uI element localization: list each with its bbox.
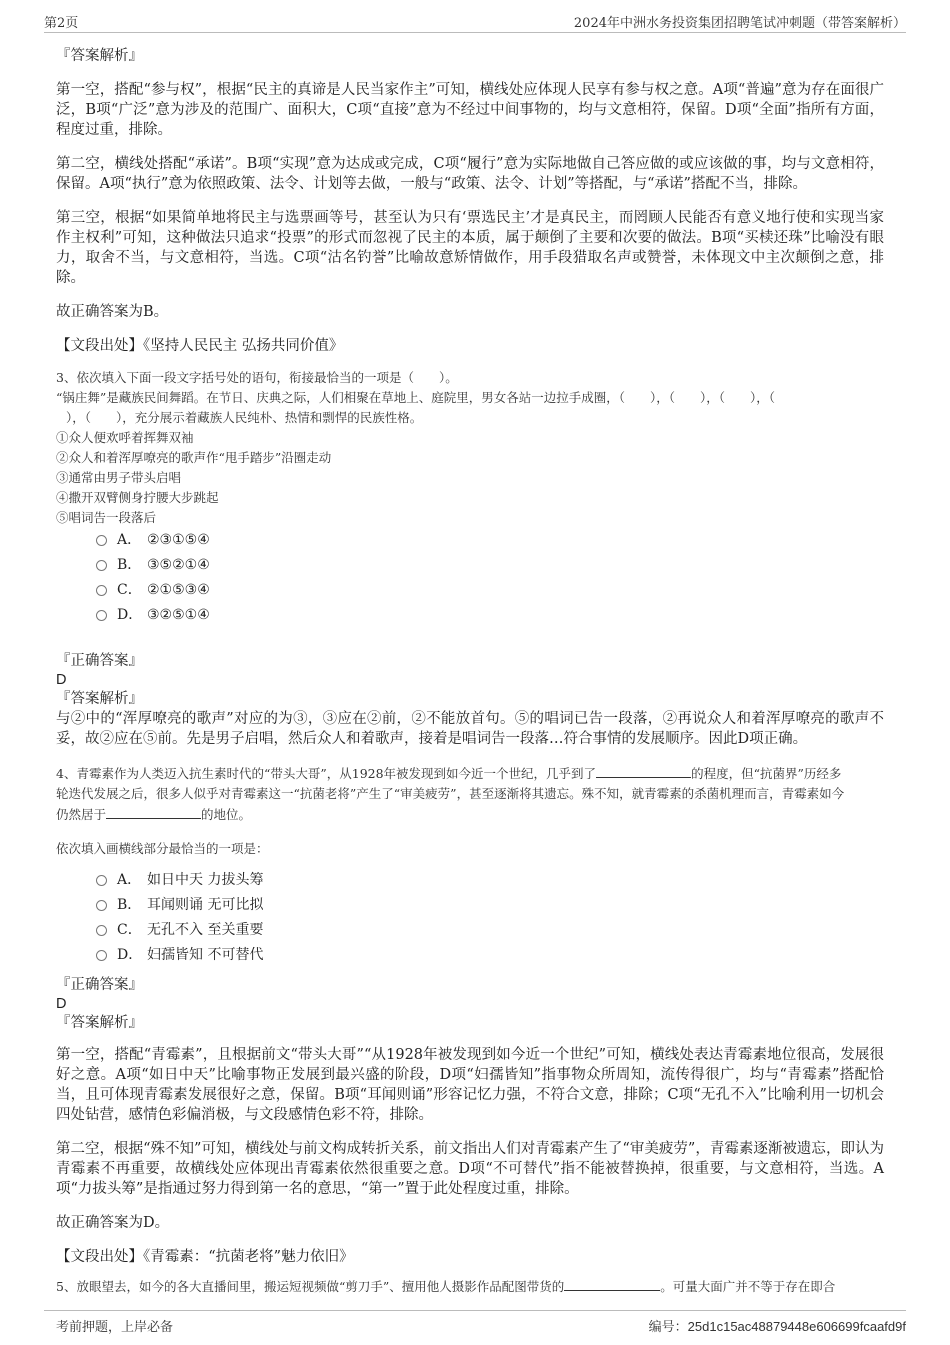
question-4 xyxy=(56,763,890,859)
document-code: 编号：25d1c15ac48879448e606699fcaafd9f xyxy=(648,1319,906,1335)
question-item: ③通常由男子带头启唱 xyxy=(56,470,182,485)
option-d[interactable]: D． 妇孺皆知 不可替代 xyxy=(96,943,263,968)
question-stem: 仍然居于 的地位。 xyxy=(56,804,890,825)
answer-conclusion: 故正确答案为B。 xyxy=(56,304,169,320)
correct-answer-label: 『正确答案』 xyxy=(56,977,143,993)
radio-icon[interactable] xyxy=(96,560,107,571)
analysis-paragraph: 第三空，根据“如果简单地将民主与选票画等号，甚至认为只有‘票选民主’才是真民主，而罔顾人民能否有意义地行使和实现当家作主权利”可知，这种做法只追求“投票”的形式而忽视了民主的本质，属于颠倒了主要和次要的做法。B项“买椟还珠”比喻没有眼力，取舍不当，与文意相符，当选。C项“沽名钓誉”比喻故意矫情做作，用手段猎取名声或赞誉，未体现文中主次颠倒之意，排除。 xyxy=(56,210,884,286)
page-footer xyxy=(44,1310,906,1333)
radio-icon[interactable] xyxy=(96,900,107,911)
blank-line xyxy=(564,1276,660,1291)
radio-icon[interactable] xyxy=(96,585,107,596)
blank-line xyxy=(596,763,691,778)
option-c[interactable]: C． 无孔不入 至关重要 xyxy=(96,918,263,943)
answer-conclusion: 故正确答案为D。 xyxy=(56,1215,170,1231)
question-passage: ），（ ），充分展示着藏族人民纯朴、热情和剽悍的民族性格。 xyxy=(66,410,423,425)
analysis-paragraph: 第一空，搭配“参与权”，根据“民主的真谛是人民当家作主”可知，横线处应体现人民享有参与权之意。A项“普遍”意为存在面很广泛，B项“广泛”意为涉及的范围广、面积大，C项“直接”意为不经过中间事物的，均与文意相符，保留。D项“全面”指所有方面，程度过重，排除。 xyxy=(56,82,884,138)
question-3 xyxy=(56,368,890,528)
correct-answer: D xyxy=(56,672,67,688)
radio-icon[interactable] xyxy=(96,950,107,961)
analysis-paragraph: 第二空，横线处搭配“承诺”。B项“实现”意为达成或完成，C项“履行”意为实际地做自己答应做的或应该做的事，均与文意相符，保留。A项“执行”意为依照政策、法令、计划等去做，一般与“政策、法令、计划”等搭配，与“承诺”搭配不当，排除。 xyxy=(56,156,884,192)
question-prompt: 依次填入画横线部分最恰当的一项是： xyxy=(56,841,269,856)
analysis-label: 『答案解析』 xyxy=(56,691,143,707)
radio-icon[interactable] xyxy=(96,875,107,886)
question-stem: 5、放眼望去，如今的各大直播间里，搬运短视频做“剪刀手”、擅用他人摄影作品配图带货的 。可量大面广并不等于存在即合 xyxy=(56,1276,890,1297)
source-citation: 【文段出处】《坚持人民民主 弘扬共同价值》 xyxy=(56,338,344,354)
radio-icon[interactable] xyxy=(96,610,107,621)
question-item: ②众人和着浑厚嘹亮的歌声作“甩手踏步”沿圈走动 xyxy=(56,450,332,465)
question-item: ①众人便欢呼着挥舞双袖 xyxy=(56,430,194,445)
correct-answer: D xyxy=(56,996,67,1012)
footer-note: 考前押题，上岸必备 xyxy=(56,1320,174,1335)
radio-icon[interactable] xyxy=(96,535,107,546)
option-c[interactable]: C． ②①⑤③④ xyxy=(96,578,210,603)
question-stem: 3、依次填入下面一段文字括号处的语句，衔接最恰当的一项是（ ）。 xyxy=(56,370,458,385)
question-item: ⑤唱词告一段落后 xyxy=(56,510,157,525)
blank-line xyxy=(106,804,201,819)
option-a[interactable]: A． 如日中天 力拔头筹 xyxy=(96,868,263,893)
analysis-paragraph: 第二空，根据“殊不知”可知，横线处与前文构成转折关系，前文指出人们对青霉素产生了“审美疲劳”，青霉素逐渐被遗忘，即认为青霉素不再重要，故横线处应体现出青霉素依然很重要之意。D项“不可替代”指不能被替换掉，很重要，与文意相符，当选。A项“力拔头筹”是指通过努力得到第一名的意思，“第一”置于此处程度过重，排除。 xyxy=(56,1141,884,1197)
analysis-paragraph: 与②中的“浑厚嘹亮的歌声”对应的为③，③应在②前，②不能放首句。⑤的唱词已告一段落，②再说众人和着浑厚嘹亮的歌声不妥，故②应在⑤前。先是男子启唱，然后众人和着歌声，接着是唱词告一段落…符合事情的发展顺序。因此D项正确。 xyxy=(56,711,884,747)
page-number: 第2页 xyxy=(44,16,79,31)
document-title: 2024年中洲水务投资集团招聘笔试冲刺题（带答案解析） xyxy=(573,16,906,31)
question-stem: 轮迭代发展之后，很多人似乎对青霉素这一“抗菌老将”产生了“审美疲劳”，甚至逐渐将其遗忘。殊不知，就青霉素的杀菌机理而言，青霉素如今 xyxy=(56,786,845,801)
analysis-paragraph: 第一空，搭配“青霉素”，且根据前文“带头大哥”“从1928年被发现到如今近一个世纪”可知，横线处表达青霉素地位很高，发展很好之意。A项“如日中天”比喻事物正发展到最兴盛的阶段，D项“妇孺皆知”指事物众所周知，流传得很广，均与“青霉素”搭配恰当，且可体现青霉素发展很好之意，保留。B项“耳闻则诵”形容记忆力强，不符合文意，排除；C项“无孔不入”比喻利用一切机会四处钻营，感情色彩偏消极，与文段感情色彩不符，排除。 xyxy=(56,1047,884,1123)
source-citation: 【文段出处】《青霉素：“抗菌老将”魅力依旧》 xyxy=(56,1249,354,1265)
option-b[interactable]: B． ③⑤②①④ xyxy=(96,553,210,578)
question-item: ④撒开双臂侧身拧腰大步跳起 xyxy=(56,490,219,505)
option-a[interactable]: A． ②③①⑤④ xyxy=(96,528,210,553)
page-header xyxy=(44,12,906,33)
analysis-label: 『答案解析』 xyxy=(56,1015,143,1031)
option-d[interactable]: D． ③②⑤①④ xyxy=(96,603,210,628)
question-4-options xyxy=(96,868,263,968)
question-4-answer xyxy=(56,975,884,1281)
analysis-label: 『答案解析』 xyxy=(56,48,143,64)
question-passage: “锅庄舞”是藏族民间舞蹈。在节日、庆典之际，人们相聚在草地上、庭院里，男女各站一边拉手成圈，（ ），（ ），（ ），（ xyxy=(56,390,776,405)
radio-icon[interactable] xyxy=(96,925,107,936)
option-b[interactable]: B． 耳闻则诵 无可比拟 xyxy=(96,893,263,918)
question-5 xyxy=(56,1276,890,1297)
question-3-options xyxy=(96,528,210,628)
question-stem: 4、青霉素作为人类迈入抗生素时代的“带头大哥”，从1928年被发现到如今近一个世纪，几乎到了 的程度，但“抗菌界”历经多 xyxy=(56,763,890,784)
question-3-answer xyxy=(56,651,884,749)
top-analysis-section xyxy=(56,46,884,370)
correct-answer-label: 『正确答案』 xyxy=(56,653,143,669)
